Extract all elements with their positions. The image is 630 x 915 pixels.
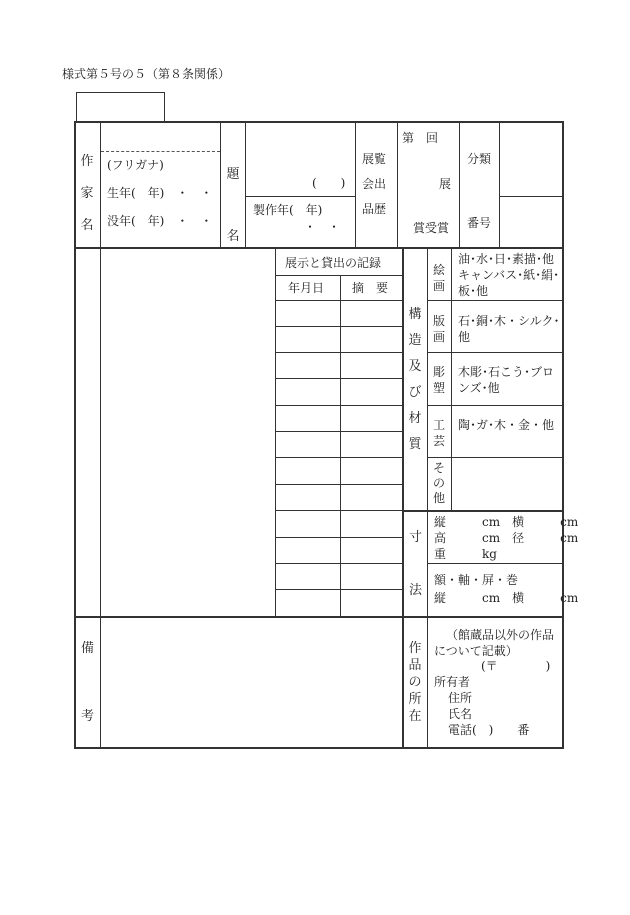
number-label: 番号 — [467, 216, 492, 230]
dimensions-line3[interactable]: 重 kg — [434, 547, 497, 561]
title-paren[interactable]: ( ) — [312, 176, 346, 190]
category-print: 版画 — [432, 314, 445, 344]
category-sculpture: 彫塑 — [432, 365, 445, 395]
class-label: 分類 — [467, 152, 492, 166]
location-label: 作品の所在 — [408, 641, 422, 724]
production-date-field[interactable]: ・ ・ — [304, 220, 341, 234]
dimensions-label-2: 法 — [409, 583, 423, 598]
remarks-field[interactable] — [101, 618, 401, 747]
exhibition-label-1: 展覧 — [362, 152, 387, 166]
category-print-detail[interactable]: 石･銅･木・シルク･他 — [458, 314, 560, 344]
remarks-label-1: 備 — [81, 641, 95, 656]
production-year-field[interactable]: 製作年( 年) — [253, 203, 323, 217]
exhibition-label-2: 会出 — [362, 177, 387, 191]
dimensions-line1[interactable]: 縦 cm 横 cm — [434, 515, 579, 529]
remarks-label-2: 考 — [81, 709, 95, 724]
category-other-field[interactable] — [452, 458, 562, 510]
birth-field[interactable]: 生年( 年) ・ ・ — [107, 186, 213, 200]
category-craft-detail[interactable]: 陶･ガ･木・金・他 — [458, 418, 555, 432]
record-col-summary: 摘 要 — [352, 281, 389, 295]
number-field[interactable] — [500, 197, 562, 247]
photo-area[interactable] — [101, 249, 275, 616]
category-painting: 絵画 — [432, 263, 445, 293]
category-sculpture-detail[interactable]: 木彫･石こう･ブロンズ･他 — [458, 365, 555, 395]
exhibition-label-3: 品歴 — [362, 202, 387, 216]
name-field[interactable]: 氏名 — [448, 707, 473, 721]
owner-label: 所有者 — [434, 675, 471, 689]
material-label: 構造及び材質 — [408, 307, 422, 452]
dimensions-line2[interactable]: 高 cm 径 cm — [434, 531, 579, 545]
postal-field[interactable]: (〒 ) — [481, 659, 551, 673]
furigana-field[interactable]: (フリガナ) — [107, 158, 164, 172]
dimensions-label-1: 寸 — [409, 530, 423, 545]
title-label: 題名 — [226, 167, 240, 244]
class-field[interactable] — [500, 122, 562, 196]
exhibition-name-field[interactable]: 展 — [439, 177, 452, 191]
phone-field[interactable]: 電話( ) 番 — [448, 723, 530, 737]
category-painting-detail[interactable]: 油･水･日･素描･他 キャンバス･紙･絹･板･他 — [458, 252, 560, 298]
category-craft: 工芸 — [432, 418, 445, 448]
dimensions-line5[interactable]: 縦 cm 横 cm — [434, 591, 579, 605]
address-field[interactable]: 住所 — [448, 691, 473, 705]
exhibition-kai-field[interactable]: 第 回 — [402, 131, 439, 145]
death-field[interactable]: 没年( 年) ・ ・ — [107, 214, 213, 228]
form-title: 様式第５号の５（第８条関係） — [62, 67, 231, 81]
award-field[interactable]: 賞受賞 — [413, 221, 450, 235]
number-box[interactable] — [76, 92, 165, 122]
dimensions-line4[interactable]: 額・軸・屏・巻 — [434, 573, 519, 587]
record-col-date: 年月日 — [288, 281, 325, 295]
artist-label: 作家名 — [80, 154, 94, 233]
record-title: 展示と貸出の記録 — [285, 256, 382, 270]
category-other: その他 — [432, 461, 445, 505]
location-note: （館蔵品以外の作品について記載） — [434, 628, 555, 658]
